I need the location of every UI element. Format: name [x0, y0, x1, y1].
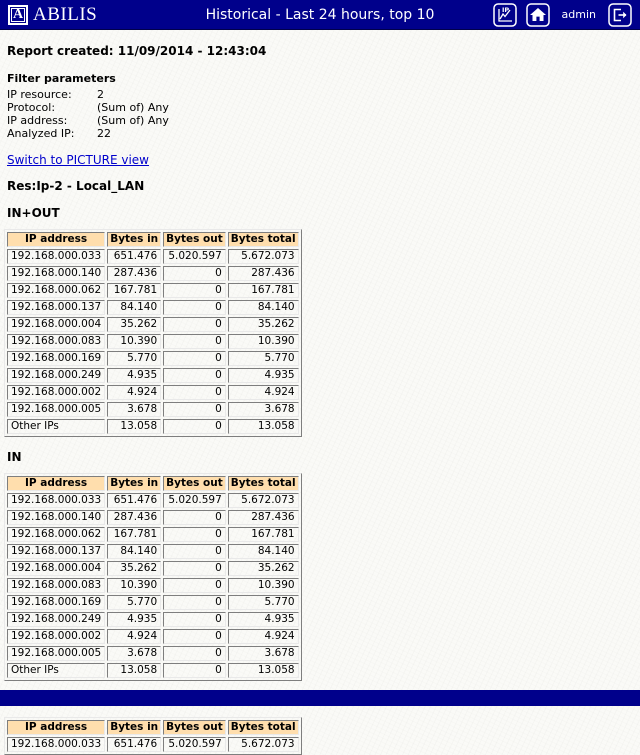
bytes-cell: 5.770	[228, 595, 299, 610]
abilis-logo-text: ABILIS	[33, 3, 98, 25]
bottom-bar	[0, 690, 640, 706]
bytes-cell: 5.770	[107, 595, 161, 610]
bytes-cell: 167.781	[228, 527, 299, 542]
column-header: Bytes total	[228, 476, 299, 491]
column-header: Bytes in	[107, 476, 161, 491]
resource-title: Res:Ip-2 - Local_LAN	[7, 179, 145, 193]
report-created: Report created: 11/09/2014 - 12:43:04	[7, 44, 267, 58]
header-actions	[493, 3, 632, 27]
bytes-cell: 35.262	[107, 317, 161, 332]
ip-address-cell: 192.168.000.002	[7, 385, 105, 400]
bytes-cell: 0	[163, 510, 226, 525]
bytes-cell: 0	[163, 317, 226, 332]
column-header: Bytes out	[163, 720, 226, 735]
bytes-cell: 35.262	[107, 561, 161, 576]
column-header: Bytes in	[107, 720, 161, 735]
report-content	[0, 30, 640, 755]
table-row	[7, 612, 299, 627]
table-row	[7, 510, 299, 525]
ip-address-cell: 192.168.000.002	[7, 629, 105, 644]
table-row	[7, 351, 299, 366]
ip-address-cell: 192.168.000.062	[7, 283, 105, 298]
svg-text:IP: IP	[501, 5, 509, 14]
column-header: IP address	[7, 232, 105, 247]
bytes-cell: 0	[163, 544, 226, 559]
bytes-cell: 5.770	[107, 351, 161, 366]
traffic-sections	[7, 206, 640, 755]
table-row	[7, 544, 299, 559]
bytes-cell: 3.678	[228, 646, 299, 661]
table-row	[7, 629, 299, 644]
bytes-cell: 10.390	[228, 578, 299, 593]
bytes-cell: 84.140	[228, 300, 299, 315]
filter-value: (Sum of) Any	[97, 114, 169, 127]
table-row	[7, 300, 299, 315]
ip-address-cell: Other IPs	[7, 419, 105, 434]
ip-address-cell: 192.168.000.249	[7, 612, 105, 627]
bytes-cell: 0	[163, 561, 226, 576]
filter-label: IP address:	[7, 114, 68, 127]
bytes-cell: 0	[163, 612, 226, 627]
bytes-cell: 0	[163, 385, 226, 400]
filter-label: Analyzed IP:	[7, 127, 75, 140]
table-row	[7, 527, 299, 542]
bytes-cell: 0	[163, 402, 226, 417]
bytes-cell: 13.058	[107, 419, 161, 434]
bytes-cell: 13.058	[228, 419, 299, 434]
column-header: Bytes in	[107, 232, 161, 247]
column-header: Bytes total	[228, 232, 299, 247]
table-row	[7, 578, 299, 593]
bytes-cell: 4.935	[228, 612, 299, 627]
traffic-section	[7, 450, 640, 681]
bytes-cell: 10.390	[107, 578, 161, 593]
ip-address-cell: 192.168.000.033	[7, 493, 105, 508]
bytes-cell: 167.781	[107, 527, 161, 542]
bytes-cell: 84.140	[228, 544, 299, 559]
bytes-cell: 0	[163, 595, 226, 610]
ip-address-cell: 192.168.000.083	[7, 578, 105, 593]
bytes-cell: 5.770	[228, 351, 299, 366]
column-header: IP address	[7, 476, 105, 491]
bytes-cell: 5.672.073	[228, 249, 299, 264]
username-label: admin	[561, 8, 596, 21]
table-header-row	[7, 720, 299, 735]
traffic-section	[7, 206, 640, 437]
filter-value: 2	[97, 88, 104, 101]
ip-address-cell: 192.168.000.004	[7, 561, 105, 576]
switch-to-picture-view-link[interactable]: Switch to PICTURE view	[7, 153, 149, 167]
bytes-cell: 287.436	[107, 510, 161, 525]
table-row	[7, 663, 299, 678]
bytes-cell: 287.436	[228, 510, 299, 525]
bytes-cell: 4.924	[107, 385, 161, 400]
table-header-row	[7, 476, 299, 491]
bytes-cell: 35.262	[228, 317, 299, 332]
bytes-cell: 5.672.073	[228, 493, 299, 508]
filter-parameters-title: Filter parameters	[7, 72, 116, 85]
table-row	[7, 368, 299, 383]
bytes-cell: 651.476	[107, 493, 161, 508]
table-row	[7, 646, 299, 661]
ip-address-cell: 192.168.000.005	[7, 646, 105, 661]
ip-address-cell: 192.168.000.169	[7, 595, 105, 610]
ip-address-cell: 192.168.000.033	[7, 249, 105, 264]
traffic-table	[4, 717, 302, 755]
section-heading: IN+OUT	[7, 206, 60, 220]
ip-address-cell: 192.168.000.033	[7, 737, 105, 752]
top-header	[0, 0, 640, 30]
bytes-cell: 0	[163, 266, 226, 281]
logout-icon[interactable]	[608, 3, 632, 27]
filter-value: (Sum of) Any	[97, 101, 169, 114]
bytes-cell: 0	[163, 334, 226, 349]
table-row	[7, 595, 299, 610]
bytes-cell: 35.262	[228, 561, 299, 576]
table-row	[7, 561, 299, 576]
column-header: Bytes out	[163, 476, 226, 491]
bytes-cell: 0	[163, 283, 226, 298]
bytes-cell: 5.020.597	[163, 737, 226, 752]
table-row	[7, 385, 299, 400]
bytes-cell: 4.924	[228, 385, 299, 400]
ip-address-cell: 192.168.000.169	[7, 351, 105, 366]
bytes-cell: 5.020.597	[163, 493, 226, 508]
ip-statistics-icon[interactable]	[493, 3, 517, 27]
bytes-cell: 0	[163, 578, 226, 593]
table-row	[7, 493, 299, 508]
table-row	[7, 334, 299, 349]
home-icon[interactable]	[526, 3, 550, 27]
bytes-cell: 0	[163, 419, 226, 434]
table-row	[7, 317, 299, 332]
bytes-cell: 84.140	[107, 544, 161, 559]
bytes-cell: 4.935	[107, 368, 161, 383]
ip-address-cell: 192.168.000.062	[7, 527, 105, 542]
section-heading: IN	[7, 450, 22, 464]
bytes-cell: 3.678	[107, 646, 161, 661]
filter-value: 22	[97, 127, 111, 140]
bytes-cell: 0	[163, 368, 226, 383]
filter-label: IP resource:	[7, 88, 72, 101]
bytes-cell: 4.935	[107, 612, 161, 627]
table-row	[7, 283, 299, 298]
bytes-cell: 5.020.597	[163, 249, 226, 264]
column-header: IP address	[7, 720, 105, 735]
column-header: Bytes out	[163, 232, 226, 247]
bytes-cell: 0	[163, 300, 226, 315]
bytes-cell: 10.390	[228, 334, 299, 349]
abilis-logo	[8, 4, 97, 26]
ip-address-cell: 192.168.000.249	[7, 368, 105, 383]
ip-address-cell: 192.168.000.083	[7, 334, 105, 349]
traffic-table	[4, 473, 302, 681]
ip-address-cell: 192.168.000.005	[7, 402, 105, 417]
ip-address-cell: Other IPs	[7, 663, 105, 678]
traffic-table	[4, 229, 302, 437]
bytes-cell: 651.476	[107, 737, 161, 752]
bytes-cell: 3.678	[228, 402, 299, 417]
bytes-cell: 4.924	[228, 629, 299, 644]
bytes-cell: 167.781	[107, 283, 161, 298]
ip-address-cell: 192.168.000.140	[7, 510, 105, 525]
ip-address-cell: 192.168.000.004	[7, 317, 105, 332]
bytes-cell: 287.436	[107, 266, 161, 281]
bytes-cell: 4.935	[228, 368, 299, 383]
page-title: Historical - Last 24 hours, top 10	[205, 6, 435, 23]
bytes-cell: 5.672.073	[228, 737, 299, 752]
abilis-logo-mark: A	[8, 5, 28, 25]
table-header-row	[7, 232, 299, 247]
bytes-cell: 10.390	[107, 334, 161, 349]
table-row	[7, 249, 299, 264]
bytes-cell: 84.140	[107, 300, 161, 315]
ip-address-cell: 192.168.000.140	[7, 266, 105, 281]
table-row	[7, 266, 299, 281]
bytes-cell: 0	[163, 629, 226, 644]
column-header: Bytes total	[228, 720, 299, 735]
ip-address-cell: 192.168.000.137	[7, 544, 105, 559]
table-row	[7, 402, 299, 417]
bytes-cell: 4.924	[107, 629, 161, 644]
filter-parameters	[7, 89, 640, 139]
bytes-cell: 651.476	[107, 249, 161, 264]
filter-label: Protocol:	[7, 101, 56, 114]
bytes-cell: 13.058	[107, 663, 161, 678]
table-row	[7, 419, 299, 434]
ip-address-cell: 192.168.000.137	[7, 300, 105, 315]
bytes-cell: 0	[163, 663, 226, 678]
table-row	[7, 737, 299, 752]
bytes-cell: 0	[163, 351, 226, 366]
bytes-cell: 0	[163, 646, 226, 661]
bytes-cell: 3.678	[107, 402, 161, 417]
bytes-cell: 167.781	[228, 283, 299, 298]
bytes-cell: 13.058	[228, 663, 299, 678]
bytes-cell: 287.436	[228, 266, 299, 281]
bytes-cell: 0	[163, 527, 226, 542]
